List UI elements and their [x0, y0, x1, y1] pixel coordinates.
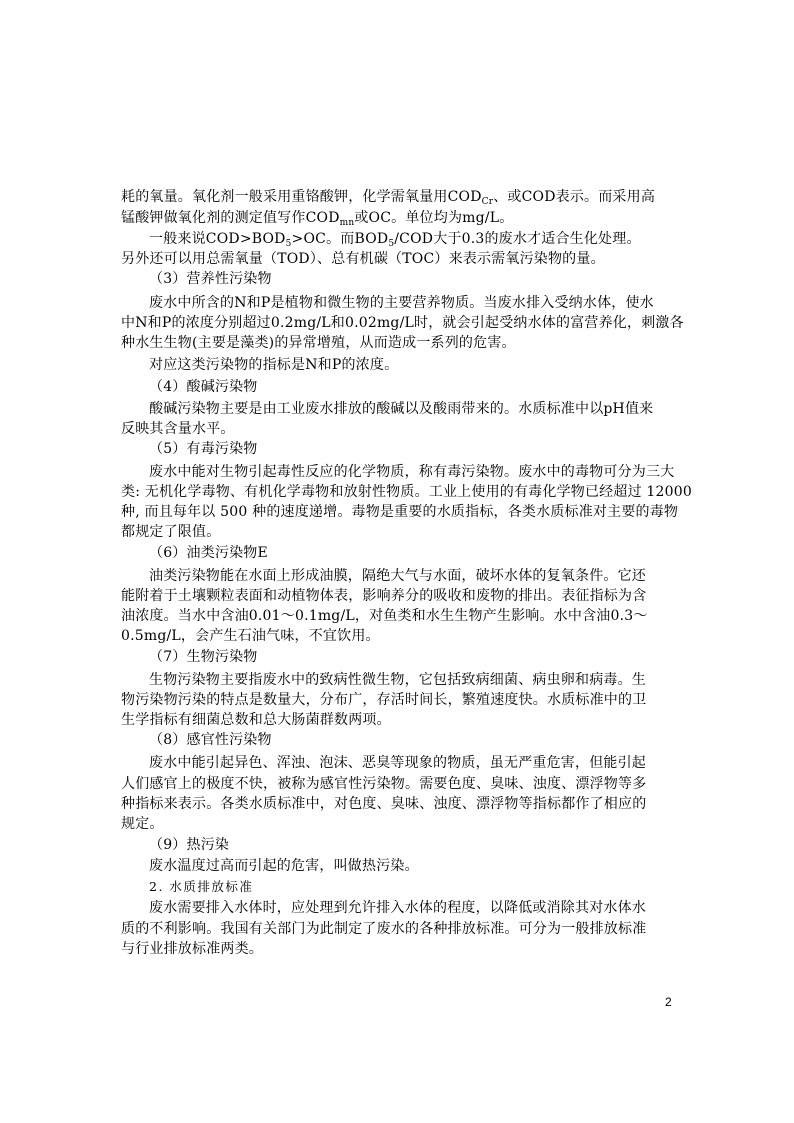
paragraph-line: 中N和P的浓度分别超过0.2mg/L和0.02mg/L时，就会引起受纳水体的富营养化，刺激各 — [121, 315, 684, 331]
paragraph-line: 质的不利影响。我国有关部门为此制定了废水的各种排放标准。可分为一般排放标准 — [121, 921, 647, 937]
paragraph-line: 另外还可以用总需氧量（TOD）、总有机碳（TOC）来表示需氧污染物的量。 — [121, 251, 605, 267]
paragraph-line: 种指标来表示。各类水质标准中，对色度、臭味、浊度、漂浮物等指标都作了相应的 — [121, 796, 647, 812]
paragraph-line: 类: 无机化学毒物、有机化学毒物和放射性物质。工业上使用的有毒化学物已经超过 12000 — [121, 484, 692, 500]
section-heading: 2. 水质排放标准 — [149, 879, 254, 894]
paragraph-line: 人们感官上的极度不快，被称为感官性污染物。需要色度、臭味、浊度、漂浮物等多 — [121, 776, 647, 792]
paragraph-line: 酸碱污染物主要是由工业废水排放的酸碱以及酸雨带来的。水质标准中以pH值来 — [149, 401, 654, 417]
paragraph-line: 种, 而且每年以 500 种的速度递增。毒物是重要的水质指标，各类水质标准对主要的毒物 — [121, 504, 679, 520]
section-heading: （9）热污染 — [149, 837, 230, 853]
section-heading: （6）油类污染物E — [149, 545, 268, 561]
paragraph-line: 废水中能对生物引起毒性反应的化学物质，称有毒污染物。废水中的毒物可分为三大 — [149, 464, 675, 480]
paragraph-line: 生学指标有细菌总数和总大肠菌群数两项。 — [121, 712, 391, 728]
paragraph-line: 一般来说$COD>BOD_5>OC$。而$BOD_5$/COD大于0.3的废水才适合生化处理。 — [149, 231, 641, 249]
paragraph-line: 油类污染物能在水面上形成油膜，隔绝大气与水面，破坏水体的复氧条件。它还 — [149, 568, 646, 584]
paragraph-line: 都规定了限值。 — [121, 524, 221, 540]
paragraph-line: 废水中能引起异色、浑浊、泡沫、恶臭等现象的物质，虽无严重危害，但能引起 — [149, 755, 646, 771]
section-heading: （7）生物污染物 — [149, 649, 258, 665]
section-heading: （8）感官性污染物 — [149, 732, 272, 748]
paragraph-line: 对应这类污染物的指标是N和P的浓度。 — [149, 357, 399, 373]
paragraph-line: 耗的氧量。氧化剂一般采用重铬酸钾，化学需氧量用$COD_{Cr}$、或COD表示。而采用高 — [121, 189, 656, 207]
section-heading: （3）营养性污染物 — [149, 271, 272, 287]
page-number: 2 — [665, 995, 672, 1009]
paragraph-line: 生物污染物主要指废水中的致病性微生物，它包括致病细菌、病虫卵和病毒。生 — [149, 672, 646, 688]
paragraph-line: 0.5mg/L，会产生石油气味，不宜饮用。 — [121, 628, 380, 644]
paragraph-line: 物污染物污染的特点是数量大，分布广，存活时间长，繁殖速度快。水质标准中的卫 — [121, 692, 647, 708]
paragraph-line: 废水需要排入水体时，应处理到允许排入水体的程度，以降低或消除其对水体水 — [149, 900, 646, 916]
paragraph-line: 锰酸钾做氧化剂的测定值写作$COD_{mn}$或OC。单位均为mg/L。 — [121, 210, 514, 228]
paragraph-line: 油浓度。当水中含油0.01～0.1mg/L，对鱼类和水生生物产生影响。水中含油0.3～ — [121, 608, 648, 624]
paragraph-line: 规定。 — [121, 816, 164, 832]
paragraph-line: 能附着于土壤颗粒表面和动植物体表，影响养分的吸收和废物的排出。表征指标为含 — [121, 588, 647, 604]
paragraph-line: 废水中所含的N和P是植物和微生物的主要营养物质。当废水排入受纳水体，使水 — [149, 295, 654, 311]
section-heading: （5）有毒污染物 — [149, 441, 258, 457]
paragraph-line: 种水生生物(主要是藻类)的异常增殖，从而造成一系列的危害。 — [121, 335, 516, 351]
paragraph-line: 反映其含量水平。 — [121, 421, 235, 437]
paragraph-line: 与行业排放标准两类。 — [121, 941, 263, 957]
paragraph-line: 废水温度过高而引起的危害，叫做热污染。 — [149, 858, 419, 874]
section-heading: （4）酸碱污染物 — [149, 379, 258, 395]
